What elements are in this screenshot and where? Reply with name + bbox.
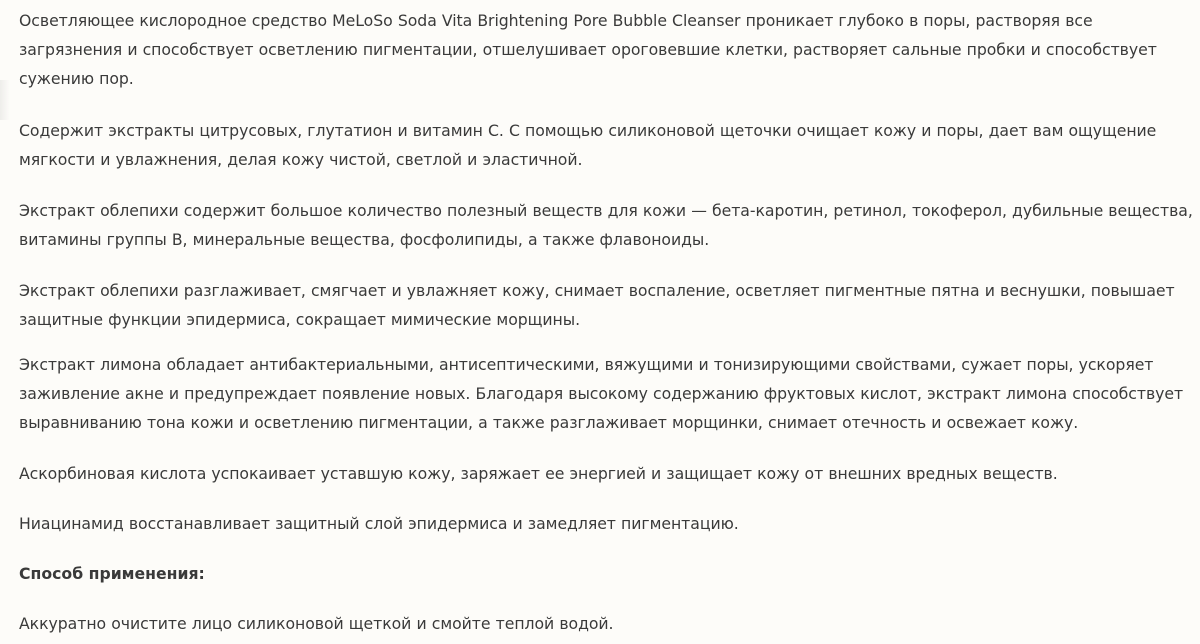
description-paragraph: Аскорбиновая кислота успокаивает уставшую кожу, заряжает ее энергией и защищает кожу от внешних вредных веществ. [19, 464, 1058, 483]
description-paragraph: Ниацинамид восстанавливает защитный слой эпидермиса и замедляет пигментацию. [19, 514, 739, 533]
description-paragraph: Содержит экстракты цитрусовых, глутатион и витамин С. С помощью силиконовой щеточки очищает кожу и поры, дает вам ощущение мягкости и увлажнения, делая кожу чистой, светлой и эластичной. [19, 121, 1157, 169]
usage-heading: Способ применения: [19, 564, 205, 583]
usage-paragraph: Аккуратно очистите лицо силиконовой щеткой и смойте теплой водой. [19, 614, 614, 633]
description-paragraph: Экстракт лимона обладает антибактериальными, антисептическими, вяжущими и тонизирующими свойствами, сужает поры, ускоряет заживление акне и предупреждает появление новых. Благодаря высокому содержанию фруктовых кислот, экстракт лимона способствует выравниванию тона кожи и осветлению пигментации, а также разглаживает морщинки, снимает отечность и освежает кожу. [19, 355, 1184, 432]
page-edge-shadow [0, 80, 10, 120]
description-paragraph: Осветляющее кислородное средство MeLoSo Soda Vita Brightening Pore Bubble Cleanser проникает глубоко в поры, растворяя все загрязнения и способствует осветлению пигментации, отшелушивает ороговевшие клетки, растворяет сальные пробки и способствует сужению пор. [19, 11, 1157, 88]
description-paragraph: Экстракт облепихи содержит большое количество полезный веществ для кожи — бета-каротин, ретинол, токоферол, дубильные вещества, витамины группы В, минеральные вещества, фосфолипиды, а также флавоноиды. [19, 201, 1193, 249]
description-paragraph: Экстракт облепихи разглаживает, смягчает и увлажняет кожу, снимает воспаление, осветляет пигментные пятна и веснушки, повышает защитные функции эпидермиса, сокращает мимические морщины. [19, 281, 1175, 329]
